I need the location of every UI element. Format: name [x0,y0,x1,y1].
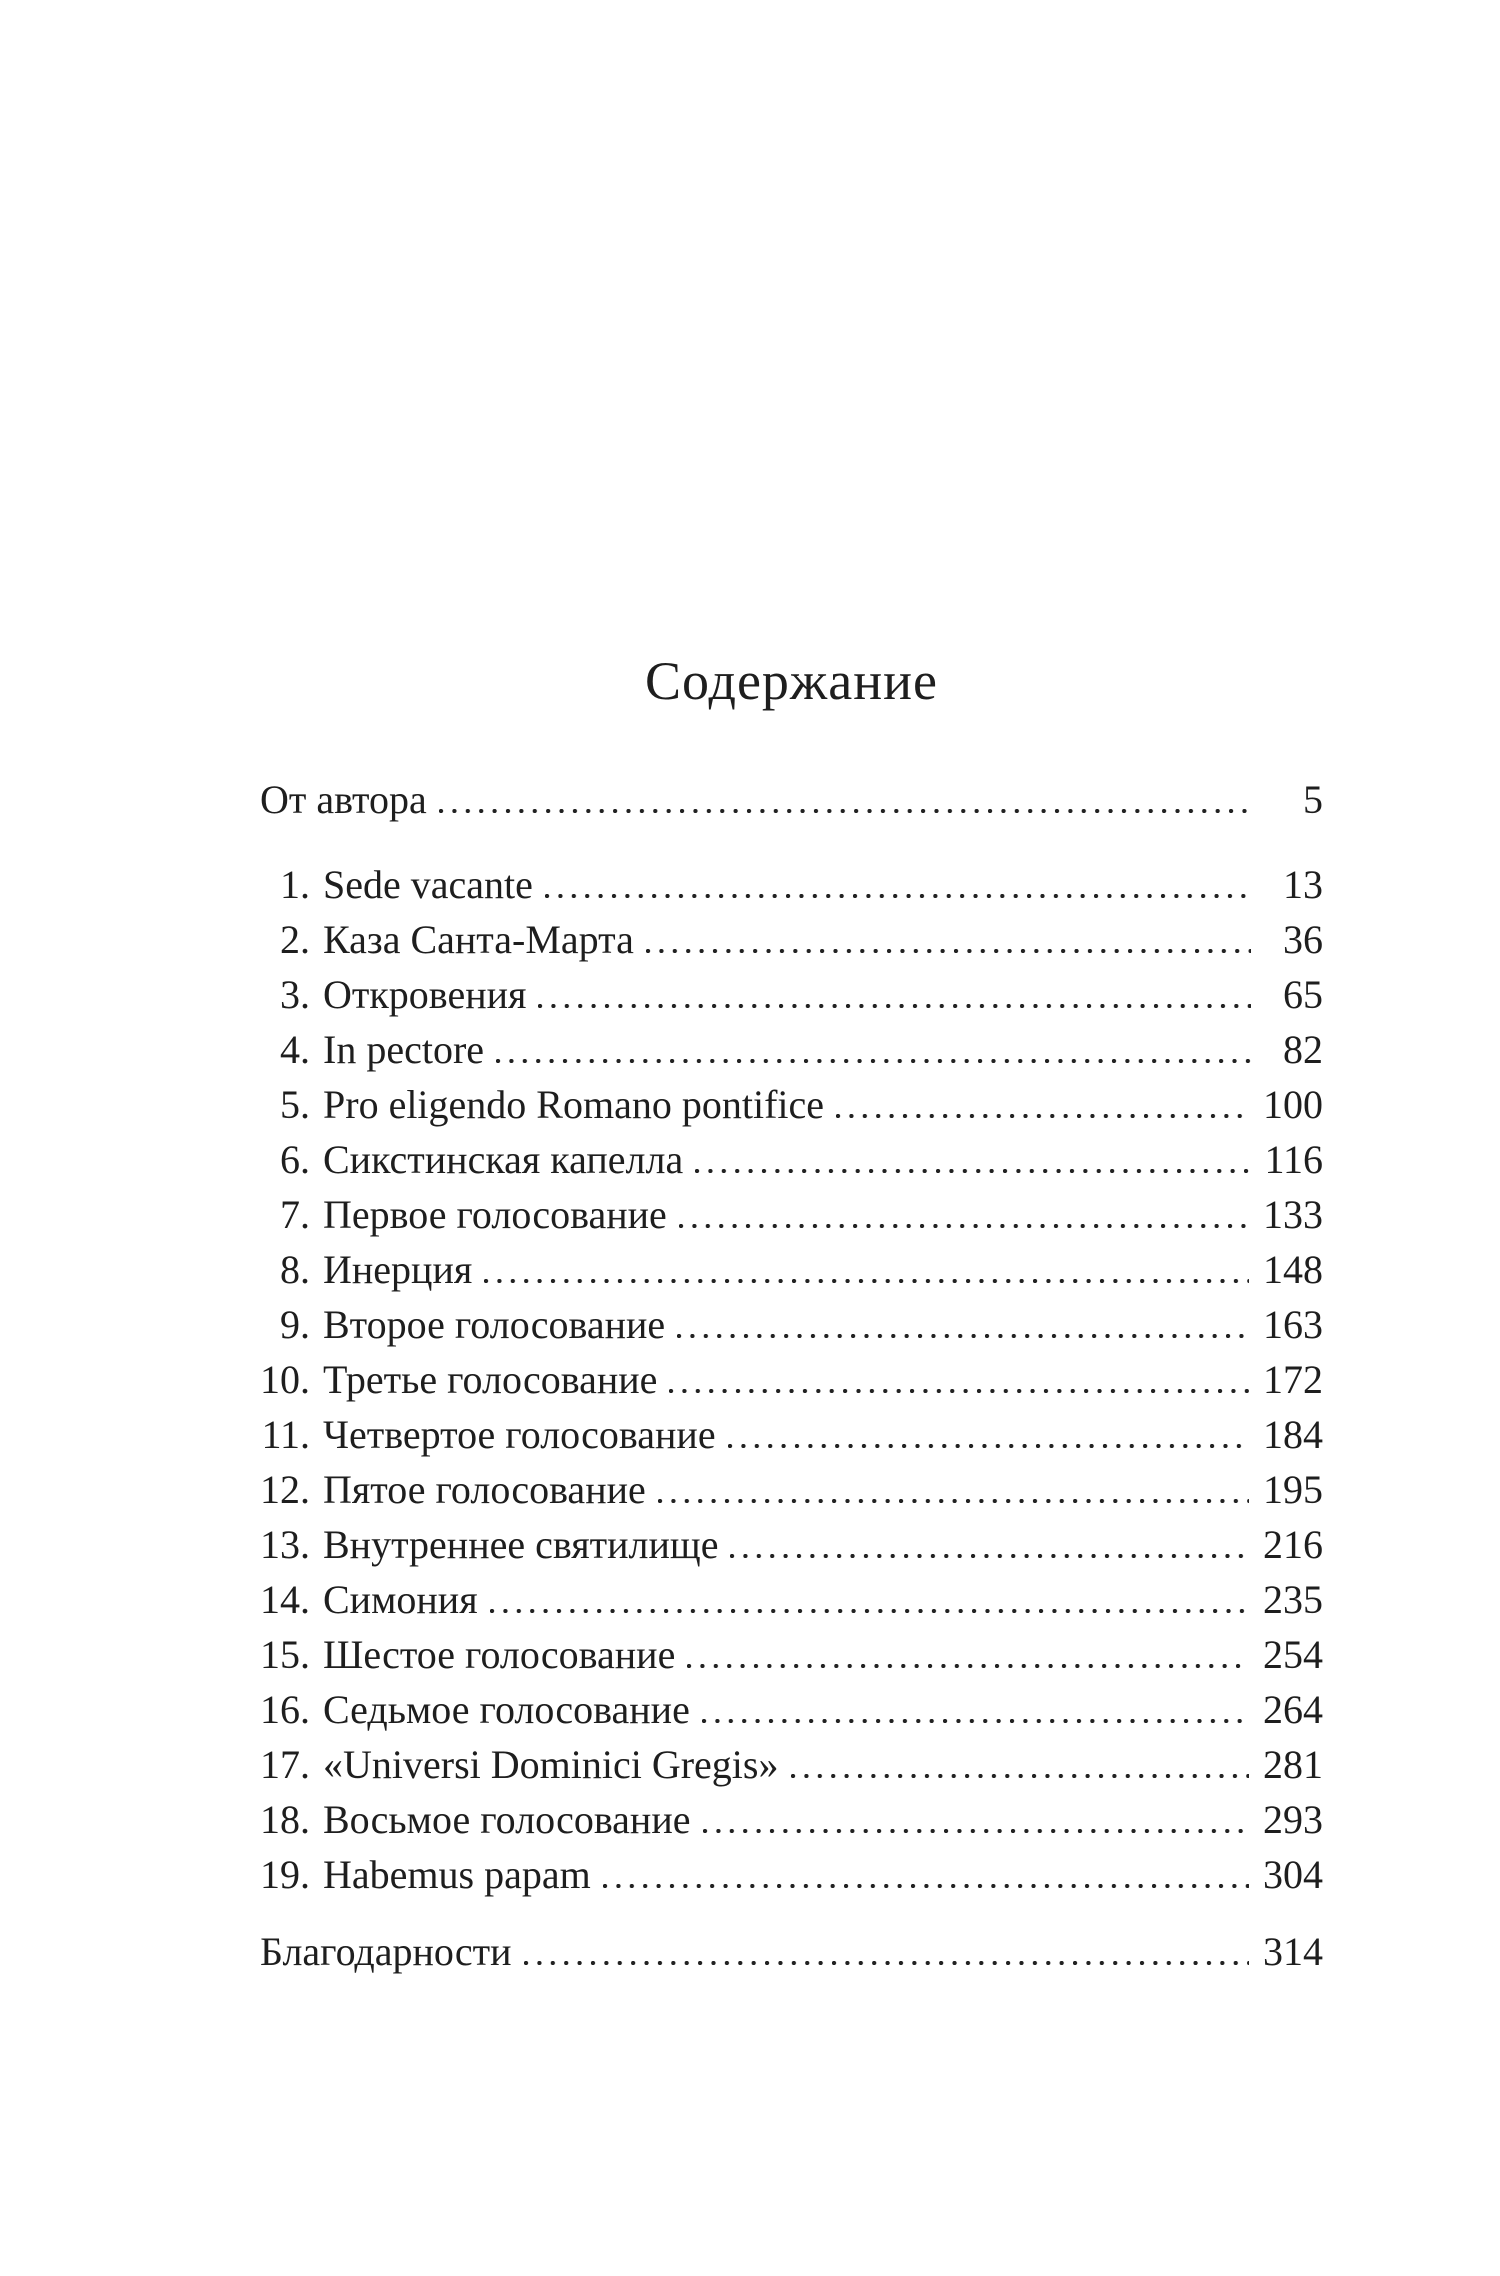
chapter-title: Сикстинская капелла [323,1137,684,1182]
toc-entry-row [260,912,1323,967]
toc-entry-row [260,1627,1323,1682]
page-number: 304 [1263,1852,1323,1897]
dot-leader [730,1554,1249,1558]
dot-leader [646,949,1251,953]
dot-leader [658,1499,1249,1503]
chapter-title: Инерция [323,1247,473,1292]
page-number: 264 [1263,1687,1323,1732]
page-number: 133 [1263,1192,1323,1237]
chapter-number: 6. [280,1137,310,1182]
chapter-title: In pectore [323,1027,485,1072]
chapter-number: 8. [280,1247,310,1292]
toc-entry-row [260,1352,1323,1407]
toc-entry-row [260,1132,1323,1187]
dot-leader [703,1829,1250,1833]
page-number: 235 [1263,1577,1323,1622]
page-number: 195 [1263,1467,1323,1512]
chapter-number: 19. [260,1852,310,1897]
chapter-title: Habemus papam [323,1852,591,1897]
section-label: От автора [260,777,427,822]
toc-entry-row [260,1187,1323,1242]
chapter-number: 2. [280,917,310,962]
page-number: 36 [1283,917,1323,962]
chapter-title: Pro eligendo Romano pontifice [323,1082,825,1127]
chapter-title: Sede vacante [323,862,533,907]
chapter-title: Пятое голосование [323,1467,646,1512]
toc-entry-row [260,1077,1323,1132]
toc-entry-row [260,1924,1323,1979]
toc-entry-row [260,1462,1323,1517]
toc-entry-row [260,967,1323,1022]
page-number: 281 [1263,1742,1323,1787]
toc-entry-row [260,1792,1323,1847]
dot-leader [496,1059,1251,1063]
chapter-title: Четвертое голосование [323,1412,716,1457]
dot-leader [484,1279,1249,1283]
page-number: 82 [1283,1027,1323,1072]
chapter-number: 18. [260,1797,310,1842]
chapter-title: Седьмое голосование [323,1687,690,1732]
dot-leader [439,809,1251,813]
dot-leader [524,1961,1249,1965]
chapter-number: 9. [280,1302,310,1347]
page-number: 314 [1263,1929,1323,1974]
dot-leader [836,1114,1249,1118]
dot-leader [538,1004,1251,1008]
toc-entry-row [260,1407,1323,1462]
dot-leader [669,1389,1249,1393]
toc-entry-row [260,1682,1323,1737]
toc-entry-row [260,1572,1323,1627]
chapter-title: Третье голосование [323,1357,658,1402]
chapter-title: Второе голосование [323,1302,666,1347]
dot-leader [490,1609,1249,1613]
chapter-number: 1. [280,862,310,907]
chapter-number: 12. [260,1467,310,1512]
dot-leader [702,1719,1249,1723]
chapter-number: 15. [260,1632,310,1677]
toc-entry-row [260,1847,1323,1902]
chapter-number: 11. [261,1412,310,1457]
chapter-number: 16. [260,1687,310,1732]
page-number: 254 [1263,1632,1323,1677]
chapter-number: 17. [260,1742,310,1787]
page-number: 100 [1263,1082,1323,1127]
dot-leader [695,1169,1250,1173]
toc-entry-row [260,1022,1323,1077]
dot-leader [545,894,1251,898]
toc-list [260,772,1323,1979]
section-label: Благодарности [260,1929,512,1974]
chapter-title: «Universi Dominici Gregis» [323,1742,779,1787]
toc-entry-row [260,1517,1323,1572]
chapter-number: 10. [260,1357,310,1402]
page-number: 148 [1263,1247,1323,1292]
toc-entry-row [260,772,1323,827]
page-number: 65 [1283,972,1323,1017]
toc-entry-row [260,1242,1323,1297]
chapter-number: 14. [260,1577,310,1622]
page-number: 116 [1264,1137,1323,1182]
chapter-title: Восьмое голосование [323,1797,691,1842]
dot-leader [603,1884,1249,1888]
toc-entry-row [260,1297,1323,1352]
chapter-number: 7. [280,1192,310,1237]
dot-leader [728,1444,1249,1448]
toc-entry-row [260,1737,1323,1792]
page-number: 13 [1283,862,1323,907]
chapter-number: 4. [280,1027,310,1072]
dot-leader [687,1664,1249,1668]
chapter-title: Первое голосование [323,1192,667,1237]
page-number: 172 [1263,1357,1323,1402]
chapter-title: Каза Санта-Марта [323,917,634,962]
dot-leader [679,1224,1249,1228]
page-number: 216 [1263,1522,1323,1567]
chapter-number: 5. [280,1082,310,1127]
chapter-number: 13. [260,1522,310,1567]
chapter-number: 3. [280,972,310,1017]
dot-leader [791,1774,1250,1778]
chapter-title: Откровения [323,972,527,1017]
chapter-title: Симония [323,1577,478,1622]
dot-leader [677,1334,1249,1338]
chapter-title: Шестое голосование [323,1632,676,1677]
page-title: Содержание [645,651,938,711]
toc-entry-row [260,857,1323,912]
page-number: 5 [1303,777,1323,822]
chapter-title: Внутреннее святилище [323,1522,719,1567]
page-number: 184 [1263,1412,1323,1457]
page-number: 163 [1263,1302,1323,1347]
page-number: 293 [1263,1797,1323,1842]
